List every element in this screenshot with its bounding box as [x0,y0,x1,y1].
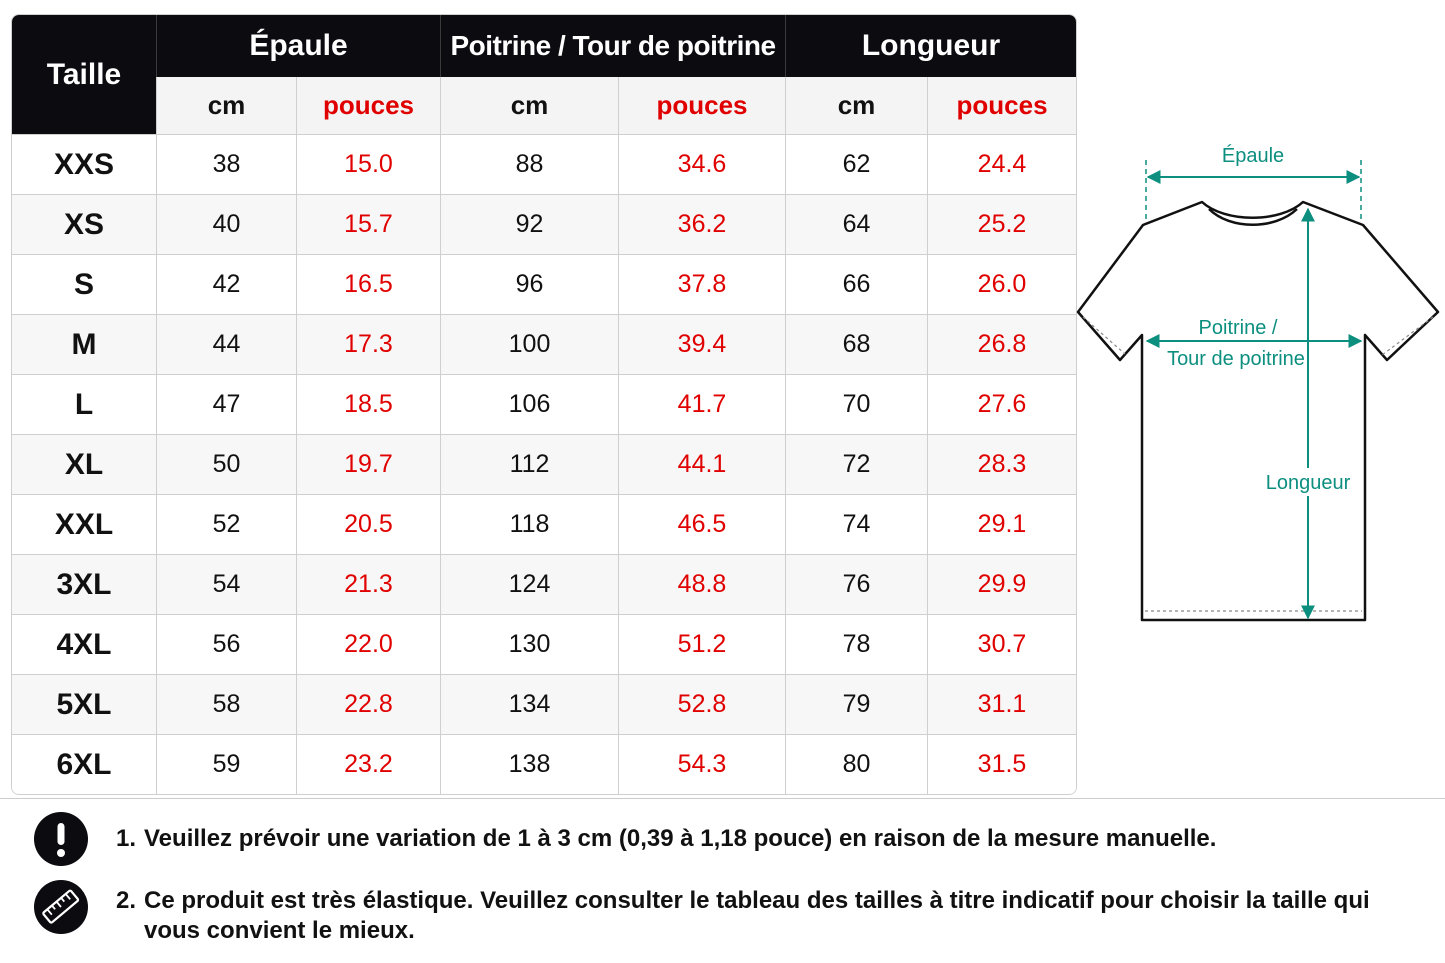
note-2-text-line-2: vous convient le mieux. [144,917,415,944]
length-inches-value: 31.1 [927,674,1076,734]
size-label: M [12,314,156,374]
length-cm-value: 70 [785,374,927,434]
table-row [12,554,1076,614]
size-label: XXL [12,494,156,554]
chest-cm-value: 138 [440,734,618,794]
length-cm-value: 72 [785,434,927,494]
length-inches-value: 29.1 [927,494,1076,554]
shoulder-cm-value: 52 [156,494,296,554]
note-2-number: 2. [116,887,137,914]
chest-group-header: Poitrine / Tour de poitrine [440,15,785,77]
size-chart-table [11,14,1077,795]
section-divider [0,798,1445,799]
shoulder-cm-value: 54 [156,554,296,614]
shoulder-inches-value: 20.5 [296,494,440,554]
length-inches-value: 28.3 [927,434,1076,494]
shoulder-cm-header: cm [156,77,296,134]
note-2-text-line-1: Ce produit est très élastique. Veuillez consulter le tableau des tailles à titre indicatif pour choisir la taille qui [144,887,1370,914]
shoulder-cm-value: 38 [156,134,296,194]
length-inches-value: 27.6 [927,374,1076,434]
note-1-number: 1. [116,825,137,852]
shoulder-cm-value: 47 [156,374,296,434]
size-label: 6XL [12,734,156,794]
length-cm-value: 68 [785,314,927,374]
chest-cm-value: 134 [440,674,618,734]
table-row [12,134,1076,194]
size-column-header: Taille [12,15,156,134]
size-label: 3XL [12,554,156,614]
shoulder-inches-value: 22.8 [296,674,440,734]
shoulder-inches-value: 15.7 [296,194,440,254]
chest-inches-value: 46.5 [618,494,785,554]
note-1-text: Veuillez prévoir une variation de 1 à 3 cm (0,39 à 1,18 pouce) en raison de la mesure manuelle. [144,825,1217,852]
chest-cm-value: 112 [440,434,618,494]
size-label: L [12,374,156,434]
chest-inches-value: 44.1 [618,434,785,494]
chest-diagram-label-1: Poitrine / [1198,317,1278,339]
table-row [12,674,1076,734]
tshirt-illustration [1075,130,1445,640]
shoulder-inches-value: 21.3 [296,554,440,614]
length-inches-value: 29.9 [927,554,1076,614]
size-label: 5XL [12,674,156,734]
chest-inches-value: 54.3 [618,734,785,794]
chest-inches-value: 48.8 [618,554,785,614]
table-row [12,614,1076,674]
shoulder-diagram-label: Épaule [1221,145,1285,167]
chest-inches-value: 34.6 [618,134,785,194]
size-table-body [12,134,1076,794]
size-label: XXS [12,134,156,194]
table-row [12,494,1076,554]
chest-inches-value: 52.8 [618,674,785,734]
chest-cm-value: 100 [440,314,618,374]
length-cm-value: 74 [785,494,927,554]
shoulder-inches-header: pouces [296,77,440,134]
chest-cm-value: 106 [440,374,618,434]
chest-cm-value: 130 [440,614,618,674]
chest-cm-value: 96 [440,254,618,314]
shoulder-inches-value: 15.0 [296,134,440,194]
size-label: XL [12,434,156,494]
size-label: S [12,254,156,314]
length-cm-value: 78 [785,614,927,674]
shoulder-cm-value: 40 [156,194,296,254]
length-cm-header: cm [785,77,927,134]
chest-inches-value: 41.7 [618,374,785,434]
shoulder-cm-value: 59 [156,734,296,794]
chest-cm-value: 92 [440,194,618,254]
length-cm-value: 62 [785,134,927,194]
chest-inches-header: pouces [618,77,785,134]
chest-inches-value: 37.8 [618,254,785,314]
shoulder-cm-value: 44 [156,314,296,374]
table-row [12,254,1076,314]
length-inches-value: 31.5 [927,734,1076,794]
length-inches-value: 26.8 [927,314,1076,374]
shoulder-inches-value: 17.3 [296,314,440,374]
table-row [12,194,1076,254]
table-row [12,374,1076,434]
length-cm-value: 64 [785,194,927,254]
shoulder-group-header: Épaule [156,15,440,77]
chest-cm-value: 124 [440,554,618,614]
shoulder-cm-value: 58 [156,674,296,734]
note-variation [34,812,1376,866]
chest-cm-value: 88 [440,134,618,194]
table-row [12,434,1076,494]
note-elasticity [34,880,1376,946]
chest-cm-header: cm [440,77,618,134]
size-label: 4XL [12,614,156,674]
shoulder-cm-value: 50 [156,434,296,494]
length-inches-value: 25.2 [927,194,1076,254]
length-inches-value: 26.0 [927,254,1076,314]
length-cm-value: 66 [785,254,927,314]
table-row [12,314,1076,374]
shoulder-inches-value: 22.0 [296,614,440,674]
length-cm-value: 80 [785,734,927,794]
length-group-header: Longueur [785,15,1076,77]
length-cm-value: 79 [785,674,927,734]
length-cm-value: 76 [785,554,927,614]
shoulder-inches-value: 19.7 [296,434,440,494]
tshirt-measurement-diagram [1075,130,1445,640]
tshirt-outline [1078,202,1438,620]
shoulder-inches-value: 18.5 [296,374,440,434]
shoulder-inches-value: 16.5 [296,254,440,314]
length-diagram-label: Longueur [1265,472,1351,494]
shoulder-cm-value: 56 [156,614,296,674]
chest-inches-value: 51.2 [618,614,785,674]
table-row [12,734,1076,794]
chest-inches-value: 39.4 [618,314,785,374]
ruler-icon [34,880,88,934]
length-inches-value: 30.7 [927,614,1076,674]
exclamation-icon [34,812,88,866]
chest-diagram-label-2: Tour de poitrine [1167,348,1305,370]
shoulder-inches-value: 23.2 [296,734,440,794]
chest-inches-value: 36.2 [618,194,785,254]
chest-cm-value: 118 [440,494,618,554]
shoulder-cm-value: 42 [156,254,296,314]
length-inches-header: pouces [927,77,1076,134]
length-inches-value: 24.4 [927,134,1076,194]
size-label: XS [12,194,156,254]
